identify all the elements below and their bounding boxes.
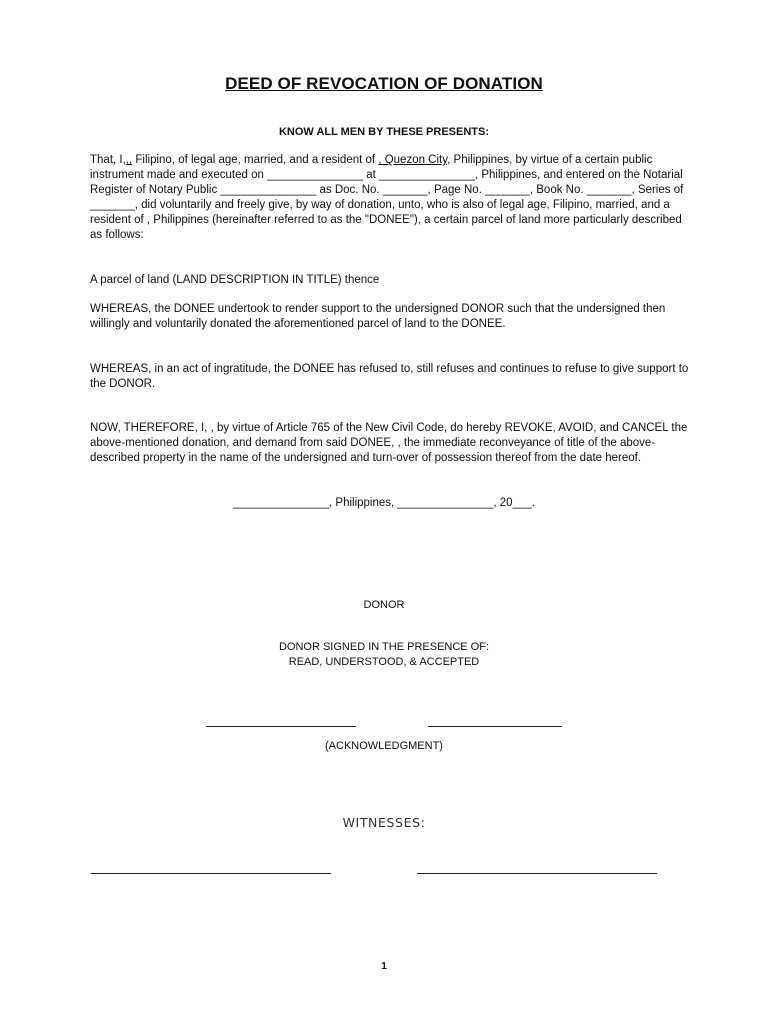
residence-city: , Quezon City <box>378 154 448 166</box>
witnesses-label: WITNESSES: <box>342 815 426 830</box>
signature-line-left <box>206 726 356 727</box>
opening-clause: KNOW ALL MEN BY THESE PRESENTS: <box>278 126 490 138</box>
paragraph-land-description: A parcel of land (LAND DESCRIPTION IN TITLE) thence <box>90 274 380 286</box>
paragraph-whereas-ingratitude: WHEREAS, in an act of ingratitude, the DONEE has refused to, still refuses and continues to refuse to give support to the DONOR. <box>90 363 689 390</box>
paragraph-grant-lead: That, I, <box>90 154 126 166</box>
paragraph-grant-text-a: Filipino, of legal age, married, and a resident of <box>132 154 379 166</box>
name-blank: ,, <box>125 154 133 166</box>
page-number: 1 <box>381 961 387 972</box>
signature-line-right <box>428 726 562 727</box>
acknowledgment-label: (ACKNOWLEDGMENT) <box>325 740 443 752</box>
paragraph-grant-text-b: , Philippines, by virtue of a certain public instrument made and executed on _______________ at _______________, Philippines, and entered on the Notarial Register of Notary Public _______________ as Doc. No. _______, Page No. _______, Book No. _______, Series of _______, did voluntarily and freely give, by way of donation, unto, who is also of legal age, Filipino, married, and a resident of , Philippines (hereinafter referred to as the "DONEE"), a certain parcel of land more particularly described as follows: <box>90 154 684 241</box>
donor-label: DONOR <box>363 599 405 611</box>
witness-signature-line-right <box>417 873 657 874</box>
place-date-line: _______________, Philippines, _______________, 20___. <box>233 497 535 509</box>
presence-line-accepted: READ, UNDERSTOOD, & ACCEPTED <box>288 656 480 668</box>
paragraph-grant <box>90 153 690 243</box>
paragraph-revocation: NOW, THEREFORE, I, , by virtue of Article 765 of the New Civil Code, do hereby REVOKE, AVOID, and CANCEL the above-mentioned donation, and demand from said DONEE, , the immediate reconveyance of title of the above-described property in the name of the undersigned and turn-over of possession thereof from the date hereof. <box>90 422 688 464</box>
witness-signature-line-left <box>91 873 331 874</box>
presence-block <box>0 640 768 670</box>
paragraph-whereas-support: WHEREAS, the DONEE undertook to render support to the undersigned DONOR such that the undersigned then willingly and voluntarily donated the aforementioned parcel of land to the DONEE. <box>90 303 666 330</box>
presence-line-signed: DONOR SIGNED IN THE PRESENCE OF: <box>278 641 490 653</box>
document-title: DEED OF REVOCATION OF DONATION <box>225 74 543 93</box>
